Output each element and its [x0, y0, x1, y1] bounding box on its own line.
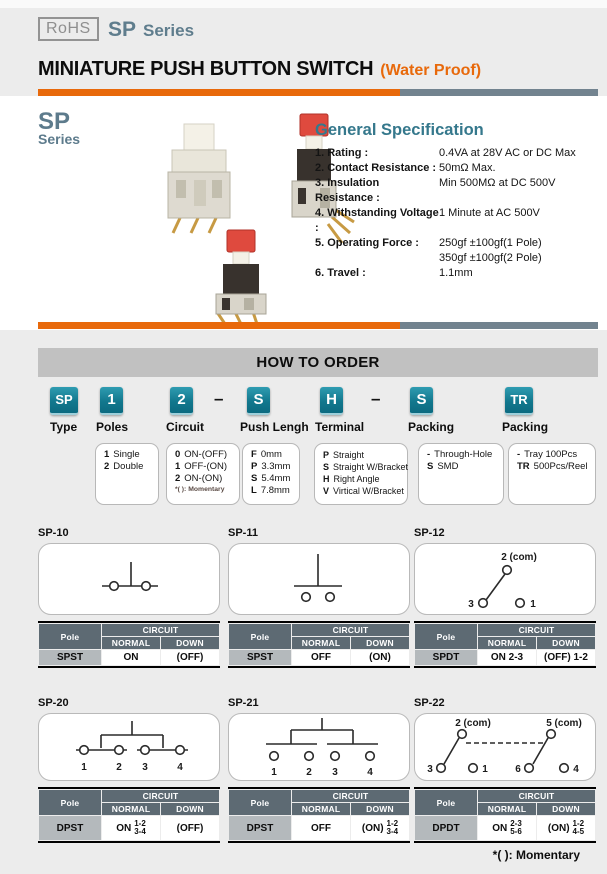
spec-label: 6. Travel : [315, 267, 366, 279]
option-code: TR [517, 461, 530, 472]
option-item [517, 449, 595, 461]
intro-series-name: SP [38, 108, 71, 135]
spec-label: 3. Insulation Resistance : [315, 177, 380, 204]
spec-row [315, 266, 601, 281]
terminal-label: 1 [271, 767, 277, 778]
col-header-pole: Pole [415, 624, 477, 649]
terminal-label: 4 [573, 764, 579, 775]
option-name: ON-(ON) [184, 473, 223, 484]
poles-options-box [95, 443, 159, 505]
how-to-order-title: HOW TO ORDER [256, 354, 380, 371]
order-code-poles: 1 [100, 387, 123, 415]
model-section-sp10 [38, 527, 220, 668]
option-item [323, 485, 407, 497]
circuit-diagram-sp10 [38, 543, 220, 615]
option-code: 2 [175, 473, 181, 484]
circuit-diagram-svg [229, 714, 409, 780]
circuit-diagram-sp20 [38, 713, 220, 781]
model-name: SP-12 [414, 527, 445, 539]
circuit-diagram-svg [415, 544, 595, 614]
option-name: 0mm [260, 449, 282, 460]
down-value: (OFF) 1-2 [537, 650, 595, 665]
divider-slate-segment [400, 322, 598, 329]
spec-row [315, 161, 601, 176]
option-code: 1 [104, 449, 110, 460]
circuit-diagram-sp21 [228, 713, 410, 781]
state-text: ON [492, 822, 508, 834]
model-name: SP-22 [414, 697, 445, 709]
option-item [251, 485, 299, 497]
option-name: 500Pcs/Reel [533, 461, 588, 472]
option-item [323, 449, 407, 461]
pair-text: 2-3 [510, 818, 522, 828]
option-item [323, 473, 407, 485]
pole-value: DPDT [415, 816, 477, 840]
circuit-table [38, 787, 220, 843]
pole-value: SPST [229, 650, 291, 665]
push-length-options-box [242, 443, 300, 505]
option-code: P [323, 450, 330, 460]
spec-row [315, 206, 601, 236]
circuit-diagram-sp11 [228, 543, 410, 615]
order-label-packing: Packing [408, 420, 455, 434]
spec-label: 4. Withstanding Voltage : [315, 207, 439, 234]
model-name: SP-11 [228, 527, 258, 539]
spec-label: 2. Contact Resistance : [315, 162, 437, 174]
col-header-normal: NORMAL [292, 803, 350, 815]
col-header-circuit: CIRCUIT [292, 790, 409, 802]
spec-row [315, 236, 601, 266]
spec-label: 5. Operating Force : [315, 237, 419, 249]
col-header-circuit: CIRCUIT [478, 790, 595, 802]
option-item [251, 461, 299, 473]
option-name: Straight W/Bracket [333, 462, 409, 472]
state-text: (ON) [361, 822, 384, 834]
intro-series-word: Series [38, 131, 81, 147]
pair-text: 1-2 [134, 818, 146, 828]
model-section-sp20 [38, 697, 220, 843]
col-header-pole: Pole [229, 790, 291, 815]
col-header-pole: Pole [39, 624, 101, 649]
product-photo-white-switch [168, 124, 230, 233]
col-header-pole: Pole [415, 790, 477, 815]
spec-row [315, 146, 601, 161]
option-code: F [251, 449, 257, 460]
terminal-label: 2 [306, 767, 312, 778]
order-label-terminal: Terminal [315, 420, 365, 434]
option-item [175, 461, 239, 473]
pair-text: 3-4 [134, 827, 146, 836]
state-text: (ON) [547, 822, 570, 834]
order-code-dash: – [371, 389, 381, 408]
page-title-suffix: (Water Proof) [380, 62, 482, 79]
spec-value: 1 Minute at AC 500V [439, 207, 540, 219]
pair-text: 4-5 [572, 827, 585, 836]
model-name: SP-10 [38, 527, 69, 539]
general-specification-title: General Specification [315, 121, 484, 139]
pole-value: DPST [229, 816, 291, 840]
pole-value: SPDT [415, 650, 477, 665]
col-header-normal: NORMAL [102, 637, 160, 649]
col-header-circuit: CIRCUIT [102, 790, 219, 802]
col-header-pole: Pole [39, 790, 101, 815]
order-code-circuit: 2 [170, 387, 193, 415]
terminal-label: 3 [142, 762, 148, 773]
spec-value [439, 236, 601, 266]
model-section-sp21 [228, 697, 410, 843]
normal-value [102, 816, 160, 840]
option-name: Right Angle [333, 474, 380, 484]
col-header-normal: NORMAL [102, 803, 160, 815]
spec-value: Min 500MΩ at DC 500V [439, 177, 556, 189]
option-code: 2 [104, 461, 110, 472]
option-code: S [323, 462, 330, 472]
divider-orange-segment [38, 322, 400, 329]
option-code: - [427, 449, 431, 460]
general-specification-list [315, 146, 601, 281]
spec-label: 1. Rating : [315, 147, 369, 159]
col-header-normal: NORMAL [292, 637, 350, 649]
order-code-type: SP [50, 387, 78, 415]
normal-value: OFF [292, 816, 350, 840]
spec-row [315, 176, 601, 206]
terminal-label: 3 [468, 599, 474, 610]
pair-text: 1-2 [572, 818, 585, 828]
top-strip [0, 0, 607, 8]
terminal-label: 2 (com) [455, 718, 491, 729]
series-name: SP [108, 18, 137, 41]
down-value [537, 816, 595, 840]
terminal-label: 1 [81, 762, 87, 773]
down-value: (OFF) [161, 650, 219, 665]
order-label-circuit: Circuit [166, 420, 205, 434]
state-text: ON [116, 822, 132, 834]
option-item [427, 461, 503, 473]
option-name: Straight [333, 450, 365, 460]
circuit-table [414, 787, 596, 843]
option-item [251, 473, 299, 485]
col-header-down: DOWN [351, 637, 409, 649]
header-divider-bar [38, 89, 598, 96]
option-item [104, 461, 158, 473]
normal-value: OFF [292, 650, 350, 665]
spec-value: 1.1mm [439, 267, 473, 279]
pair-text: 1-2 [386, 818, 399, 828]
circuit-diagram-sp12 [414, 543, 596, 615]
option-code: 1 [175, 461, 181, 472]
option-name: 3.3mm [261, 461, 291, 472]
down-value [351, 816, 409, 840]
option-name: Tray 100Pcs [524, 449, 578, 460]
model-section-sp11 [228, 527, 410, 668]
order-code-dash: – [214, 389, 224, 408]
option-item [517, 461, 595, 473]
series-word: Series [143, 21, 195, 40]
order-label-packing2: Packing [502, 420, 549, 434]
order-label-pushlength: Push Lengh [240, 420, 309, 434]
option-name: SMD [437, 461, 459, 472]
normal-value [478, 816, 536, 840]
order-label-type: Type [50, 420, 78, 434]
intro-series-label [38, 108, 81, 149]
option-code: - [517, 449, 521, 460]
option-item [104, 449, 158, 461]
normal-value: ON 2-3 [478, 650, 536, 665]
panel-divider-bar [38, 322, 598, 329]
col-header-down: DOWN [537, 803, 595, 815]
pair-text: 3-4 [386, 827, 399, 836]
col-header-circuit: CIRCUIT [292, 624, 409, 636]
spec-value-line: 350gf ±100gf(2 Pole) [439, 252, 542, 264]
normal-value: ON [102, 650, 160, 665]
col-header-normal: NORMAL [478, 803, 536, 815]
circuit-diagram-svg [39, 544, 219, 614]
divider-orange-segment [38, 89, 400, 96]
col-header-circuit: CIRCUIT [102, 624, 219, 636]
col-header-down: DOWN [161, 803, 219, 815]
col-header-pole: Pole [229, 624, 291, 649]
order-code-packing2: TR [505, 387, 533, 415]
option-name: Single [113, 449, 140, 460]
option-code: 0 [175, 449, 181, 460]
rohs-logo: RoHS [38, 17, 99, 41]
model-name: SP-20 [38, 697, 69, 709]
pair-text: 5-6 [510, 827, 522, 836]
terminal-label: 5 (com) [546, 718, 582, 729]
momentary-footnote: *( ): Momentary [492, 848, 580, 862]
terminal-label: 1 [530, 599, 536, 610]
option-name: Virtical W/Bracket [333, 486, 404, 496]
terminal-label: 2 (com) [501, 552, 537, 563]
packing-options-box [418, 443, 504, 505]
pole-value: SPST [39, 650, 101, 665]
terminal-label: 4 [177, 762, 183, 773]
pole-value: DPST [39, 816, 101, 840]
circuit-table [414, 621, 596, 668]
col-header-down: DOWN [161, 637, 219, 649]
down-value: (OFF) [161, 816, 219, 840]
option-item [175, 473, 239, 485]
order-label-poles: Poles [96, 420, 129, 434]
option-code: H [323, 474, 330, 484]
option-item [251, 449, 299, 461]
down-value: (ON) [351, 650, 409, 665]
option-item [427, 449, 503, 461]
circuit-diagram-svg [39, 714, 219, 780]
product-photo-red-switch-bottom [216, 230, 266, 324]
model-name: SP-21 [228, 697, 259, 709]
option-name: 7.8mm [260, 485, 290, 496]
page-title-row [38, 58, 481, 81]
col-header-normal: NORMAL [478, 637, 536, 649]
option-name: ON-(OFF) [184, 449, 228, 460]
circuit-diagram-svg [415, 714, 595, 780]
option-item [175, 449, 239, 461]
option-name: Through-Hole [434, 449, 493, 460]
series-heading [108, 18, 194, 42]
option-code: V [323, 486, 330, 496]
spec-value: 0.4VA at 28V AC or DC Max [439, 147, 576, 159]
divider-slate-segment [400, 89, 598, 96]
order-code-terminal: H [320, 387, 343, 415]
col-header-down: DOWN [351, 803, 409, 815]
how-to-order-band [38, 348, 598, 377]
option-code: L [251, 485, 257, 496]
option-code: P [251, 461, 258, 472]
order-code-pushlength: S [247, 387, 270, 415]
circuit-table [228, 787, 410, 843]
packing2-options-box [508, 443, 596, 505]
option-code: S [427, 461, 434, 472]
page-title: MINIATURE PUSH BUTTON SWITCH [38, 58, 374, 80]
terminal-label: 4 [367, 767, 373, 778]
circuit-options-box [166, 443, 240, 505]
spec-value: 50mΩ Max. [439, 162, 496, 174]
option-name: 5.4mm [261, 473, 291, 484]
option-code: S [251, 473, 258, 484]
terminal-label: 3 [332, 767, 338, 778]
option-item [323, 461, 407, 473]
col-header-circuit: CIRCUIT [478, 624, 595, 636]
terminal-label: 3 [427, 764, 433, 775]
terminal-label: 1 [482, 764, 488, 775]
circuit-table [38, 621, 220, 668]
momentary-note-small: *( ): Momentary [175, 486, 225, 493]
circuit-diagram-svg [229, 544, 409, 614]
circuit-table [228, 621, 410, 668]
col-header-down: DOWN [537, 637, 595, 649]
model-section-sp22 [414, 697, 596, 843]
terminal-label: 2 [116, 762, 122, 773]
terminal-options-box [314, 443, 408, 505]
option-name: Double [113, 461, 144, 472]
terminal-label: 6 [515, 764, 521, 775]
spec-value-line: 250gf ±100gf(1 Pole) [439, 237, 542, 249]
circuit-diagram-sp22 [414, 713, 596, 781]
model-section-sp12 [414, 527, 596, 668]
option-name: OFF-(ON) [184, 461, 228, 472]
order-code-packing: S [410, 387, 433, 415]
